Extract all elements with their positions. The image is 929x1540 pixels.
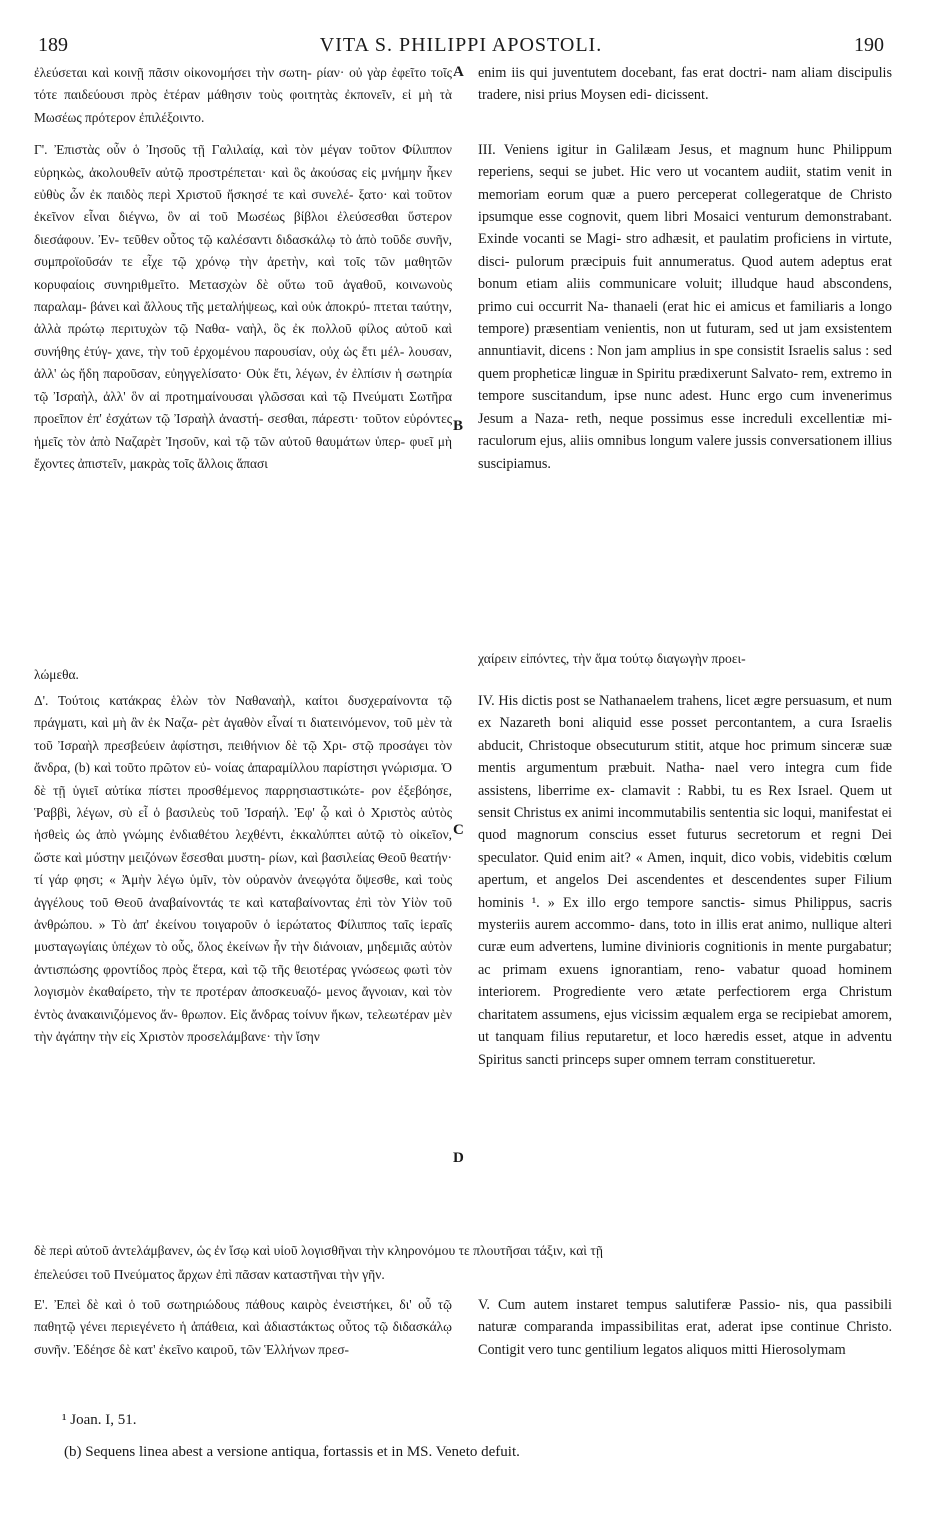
greek-continuation-line: χαίρειν εἰπόντες, τὴν ἅμα τούτῳ διαγωγὴν προει- bbox=[478, 651, 746, 666]
margin-marker-c: C bbox=[453, 822, 464, 838]
greek-paragraph-4: Ε'. Ἐπεὶ δὲ καὶ ὁ τοῦ σωτηριώδους πάθους καιρὸς ἐνειστήκει, δι' οὗ τῷ παθητῷ γένει περιεγένετο ἡ ἀπάθεια, καὶ ἀδιαστάκτως οὗτος τῷ διδασκάλῳ συνῆν. Ἐδέησε δὲ κατ' ἐκεῖνο καιροῦ, τῶν Ἑλλήνων πρεσ- bbox=[34, 1297, 452, 1357]
page-number-right: 190 bbox=[854, 34, 884, 56]
spanning-line-2: ἐπελεύσει τοῦ Πνεύματος ἄρχων ἐπὶ πᾶσαν καταστῆναι τὴν γῆν. bbox=[34, 1267, 385, 1282]
margin-marker-d: D bbox=[453, 1150, 464, 1166]
greek-column-top bbox=[34, 62, 452, 475]
spanning-line-1: δὲ περὶ αὐτοῦ ἀντελάμβανεν, ὡς ἐν ἴσῳ καὶ υἱοῦ λογισθῆναι τὴν κληρονόμου τε πλουτῆσαι τάξιν, καὶ τῇ bbox=[34, 1243, 603, 1258]
latin-paragraph-4: V. Cum autem instaret tempus salutiferæ Passio- nis, qua passibili naturæ comparanda impassibilitas erat, aderat ipse continue Christo. Contigit vero tunc gentilium legatos aliquos mitti Hierosolymam bbox=[478, 1297, 892, 1358]
greek-paragraph-1: ἐλεύσεται καὶ κοινῇ πᾶσιν οἰκονομήσει τὴν σωτη- ρίαν· οὐ γὰρ ἐφεῖτο τοῖς τότε παιδεύουσι πρὸς ἑτέραν μάθησιν τοὺς φοιτητὰς ἐκπονεῖν, εἰ μὴ τὰ Μωσέως πρότερον ἐπιλέξοιντο. bbox=[34, 65, 452, 125]
greek-paragraph-3: Δ'. Τούτοις κατάκρας ἑλὼν τὸν Ναθαναὴλ, καίτοι δυσχεραίνοντα τῷ πράγματι, καὶ μὴ ἂν ἐκ Ναζα- ρὲτ ἀγαθὸν εἶναί τι διατεινόμενον, τοῦ μὲν τὰ τοῦ Ἰσραὴλ πρεσβεύειν ἀφίστησι, πειθήνιον δὲ τῷ Χρι- στῷ προσάγει τὸν ἄνδρα, (b) καὶ τοῦτο πρῶτον εὐ- νοίας ἀπαραμίλλου παρίστησι γνώρισμα. Ὁ δὲ τῇ ὑγιεῖ αὐτίκα πίστει προσθέμενος παρρησιαστικώτε- ρον ἐξεβόησε, Ῥαββὶ, λέγων, σὺ εἶ ὁ βασιλεὺς τοῦ Ἰσραήλ. Ἐφ' ᾧ καὶ ὁ Χριστὸς αὐτὸς ἡσθεὶς ὡς ἀπὸ γνώμης ἐνδιαθέτου λεχθέντι, ἐκκαλύπτει αὐτῷ τὸ οἰκεῖον, ὥστε καὶ μύστην μειζόνων ἔσεσθαι μυστη- ρίων, καὶ βασιλείας Θεοῦ θεατήν· τί γάρ φησι; « Ἀμὴν λέγω ὑμῖν, τὸν οὐρανὸν ἀνεῳγότα ὄψεσθε, καὶ τοὺς ἀγγέλους τοῦ Θεοῦ ἀναβαίνοντάς τε καὶ καταβαίνοντας ἐπὶ τὸν Υἱὸν τοῦ ἀνθρώπου. » Τὸ ἀπ' ἐκείνου τοιγαροῦν ὁ ἱερώτατος Φίλιππος ταῖς ἱεραῖς μυσταγωγίαις ὑπέχων τὸ οὖς, ὅλος ἐκείνων ἦν τὴν διάνοιαν, μηδεμιᾶς αὐτὸν ἀντισπώσης φροντίδος πρὸς ἕτερα, καὶ τῷ τῆς θειοτέρας γνώσεως φωτὶ τὸν λογισμὸν ἐκαθαίρετο, τὴν τε προτέραν ἀποσκευαζό- μενος ἄγνοιαν, καὶ τὸν ἐντὸς ἀνακαινιζόμενος ἄν- θρωπον. Εἰς ἄνδρας τοίνυν ἥκων, τελεωτέραν μὲν τὴν ἀγάπην τὴν εἰς Χριστὸν προσελάμβανε· τὴν ἴσην bbox=[34, 693, 452, 1045]
greek-column-bottom bbox=[34, 1294, 452, 1361]
greek-paragraph-2: Γ'. Ἐπιστὰς οὖν ὁ Ἰησοῦς τῇ Γαλιλαίᾳ, καὶ τὸν μέγαν τοῦτον Φίλιππον εὑρηκὼς, ἀκολουθεῖν αὐτῷ προστρέπεται· καὶ ὃς ἀκούσας εἰς μνήμην ἧκεν εὐθὺς ὧν ἐκ παιδὸς περὶ Χριστοῦ ἤσκησέ τε καὶ συνελέ- ξατο· καὶ τοῦτον ἐκεῖνον εἶναι διέγνω, ὃν αἱ τοῦ Μωσέως βίβλοι ἐλεύσεσθαι ὕστερον διεσάφουν. Ἐν- τεῦθεν οὗτος τῷ καλέσαντι διδασκάλῳ τὸ ἀπὸ τοῦδε συνῆν, συμπροϊοῦσάν τε εἶχε τῷ χρόνῳ τὴν ἀρετὴν, καὶ τοῖς τῶν μαθητῶν κορυφαίοις συνηριθμεῖτο. Μετασχὼν δὲ οὕτω τοῦ ἀγαθοῦ, κοινωνοὺς παραλαμ- βάνει καὶ ἄλλους τῆς μεταλήψεως, καὶ οὐκ ἀποκρύ- πτεται ταύτην, ἀλλὰ πρώτῳ περιτυχὼν τῷ Ναθα- ναὴλ, ὃς ἐκ πολλοῦ φίλος αὐτοῦ καὶ συνήθης ἐτύγ- χανε, τὴν τοῦ ἐρχομένου παρουσίαν, οὐχ ὡς ἔτι μέλ- λουσαν, ἀλλ' ὡς ἤδη παροῦσαν, εὐηγγελίσατο· Οὐκ ἔτι, λέγων, ἐν ἐλπίσιν ἡ σωτηρία τῷ Ἰσραὴλ, ἀλλ' ὃν αἱ προτημαίνουσαι γλῶσσαι καὶ τῷ Πνεύματι Σωτῆρα προεῖπον ἐπ' ἐσχάτων τῷ Ἰσραὴλ ἀναστή- σεσθαι, πάρεστι· τοῦτον εὑρόντες ἡμεῖς τὸν ἀπὸ Ναζαρὲτ Ἰησοῦν, καὶ τῷ τῶν αὐτοῦ θαυμάτων ὑπερ- φυεῖ μὴ ἔχοντες ἀπιστεῖν, μακρὰς τοῖς ἄλλοις ἅπασι bbox=[34, 142, 452, 471]
footnote-b: (b) Sequens linea abest a versione antiqua, fortassis et in MS. Veneto defuit. bbox=[64, 1444, 520, 1460]
greek-paragraph-2-end: λώμεθα. bbox=[34, 667, 79, 682]
margin-marker-b: B bbox=[453, 418, 464, 434]
margin-marker-a: A bbox=[453, 64, 464, 80]
greek-column-middle bbox=[34, 690, 452, 1049]
page-number-left: 189 bbox=[38, 34, 68, 56]
latin-paragraph-1: enim iis qui juventutem docebant, fas erat doctri- nam aliam discipulis tradere, nisi prius Moysen edi- dicissent. bbox=[478, 65, 892, 104]
footnote-reference: ¹ Joan. I, 51. bbox=[62, 1412, 137, 1428]
greek-end-line bbox=[34, 664, 452, 686]
latin-paragraph-3: IV. His dictis post se Nathanaelem trahens, licet ægre persuasum, et num ex Nazareth boni aliquid esse posset percontantem, a cura Israelis abducit, Christoque obsecuturum stitit, atque hoc primum sinceræ suæ mentis argumentum præbuit. Natha- nael vero integra cum fide assistens, liberrime ex- clamavit : Rabbi, tu es Rex Israel. Quem ut sensit Christus ex animi incommutabilis sententia sic loqui, manifestat ei quod magnorum conscius esset futurus secretorum et regni Dei speculator. Quid enim ait? « Amen, inquit, dico vobis, videbitis cœlum apertum, et angelos Dei ascendentes et descendentes super Filium hominis ¹. » Ex illo ergo tempore sanctis- simus Philippus, sacris mysteriis aurem accommo- dans, toto in illis erat animo, nullique alteri curæ eum advertens, lumine divinioris cognitionis in mente purgabatur; ac primam exuens ignorantiam, reno- vabatur quoad hominem interiorem. Progrediente vero ætate perfectiorem erga Christum charitatem assumens, ejus vicissim æqualem erga se recipiebat amorem, ut tanquam filius reputaretur, et loco hæredis esset, atque in adventu Spiritus sancti princeps super omnem terram constitueretur. bbox=[478, 693, 892, 1068]
latin-paragraph-2: III. Veniens igitur in Galilæam Jesus, et magnum hunc Philippum reperiens, sequi se jubet. Hic vero ut vocantem audiit, statim venit in memoriam eorum quæ a puero perceperat collegeratque de Christo ipsumque esse cognovit, quem libri Mosaici venturum demonstrabant. Exinde vocanti se Magi- stro adhæsit, et paulatim proficiens in virtute, disci- pulorum præcipuis fuit annumeratus. Quod autem adeptus erat bonum etiam aliis communicare voluit; illudque haud abscondens, primo cui occurrit Na- thanaeli (erat hic ei amicus et familiaris a longo tempore) præsentiam venientis, non ut futuram, sed ut jam exsistentem annuntiavit, dicens : Non jam amplius in spe consistit Israelis salus : sed quem propheticæ linguæ in Spiritu prædixerunt Salvato- rem, extremo in tempore suscitandum, ipse nunc adest. Hunc ergo cum invenerimus Jesum a Naza- reth, neque possimus esse increduli excellentiæ mi- raculorum ejus, aliis omnibus longum valere jussis conversationem illius suscipiamus. bbox=[478, 141, 892, 472]
latin-column-bottom bbox=[478, 1294, 892, 1361]
page-header bbox=[38, 34, 884, 58]
latin-column-middle bbox=[478, 690, 892, 1071]
running-title: VITA S. PHILIPPI APOSTOLI. bbox=[319, 34, 603, 56]
latin-column-top bbox=[478, 62, 892, 475]
